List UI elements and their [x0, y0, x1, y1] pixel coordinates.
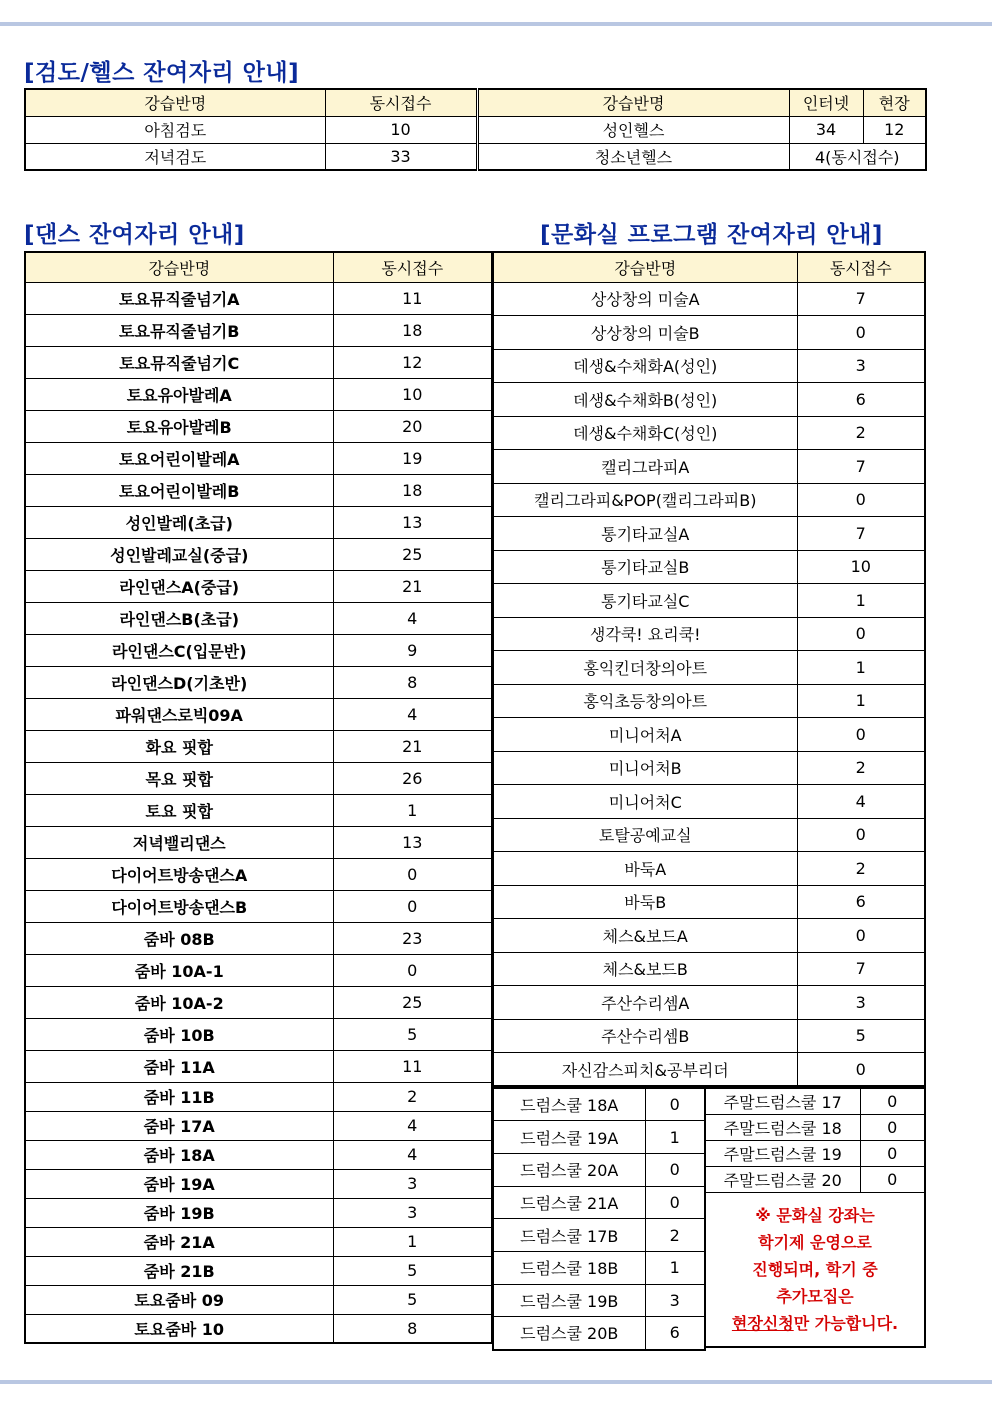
kendo-health-title: [검도/헬스 잔여자리 안내]: [24, 60, 300, 86]
seat-count: 2: [797, 852, 925, 886]
table-row: [493, 383, 925, 417]
class-name: 줌바 18A: [25, 1140, 333, 1169]
weekend-drum-rows: [705, 1088, 925, 1192]
table-row: [493, 1251, 705, 1284]
notice-line: ※ 문화실 강좌는: [755, 1205, 875, 1225]
seat-count: 5: [333, 1256, 492, 1285]
table-row: [25, 666, 492, 698]
seat-count: 4: [333, 698, 492, 730]
table-row: [25, 602, 492, 634]
seat-count: 21: [333, 730, 492, 762]
drum-rows: [493, 1088, 705, 1350]
drum-table: [492, 1087, 706, 1351]
class-name: 주산수리셈A: [493, 986, 797, 1020]
class-name: 줌바 11B: [25, 1082, 333, 1111]
seat-count: 8: [333, 1314, 492, 1343]
seat-count: 18: [333, 474, 492, 506]
seat-count: 7: [797, 282, 925, 316]
col-concurrent: 동시접수: [325, 89, 477, 116]
class-name: 생각쿡! 요리쿡!: [493, 617, 797, 651]
col-class-name: 강습반명: [477, 89, 789, 116]
class-name: 토요유아발레B: [25, 410, 333, 442]
table-row: [25, 1285, 492, 1314]
seat-count: 2: [797, 416, 925, 450]
seat-count: 7: [797, 450, 925, 484]
class-name: 체스&보드B: [493, 952, 797, 986]
dance-rows: [25, 282, 492, 1343]
table-row: [25, 506, 492, 538]
notice-text: 만 가능합니다.: [793, 1313, 899, 1333]
table-row: [25, 986, 492, 1018]
class-name: 성인헬스: [477, 116, 789, 143]
table-row: [493, 751, 925, 785]
class-name: 캘리그라피&POP(캘리그라피B): [493, 483, 797, 517]
seat-count: 0: [797, 483, 925, 517]
seat-count: 0: [860, 1114, 925, 1140]
culture-rows: [493, 282, 925, 1086]
seat-count: 9: [333, 634, 492, 666]
table-row: [493, 483, 925, 517]
seat-count: 0: [645, 1088, 705, 1121]
seat-count: 25: [333, 538, 492, 570]
table-row: [705, 1088, 925, 1114]
class-name: 목요 핏합: [25, 762, 333, 794]
class-name: 데생&수채화C(성인): [493, 416, 797, 450]
seat-count: 3: [333, 1169, 492, 1198]
class-name: 아침검도: [25, 116, 325, 143]
notice-line: 진행되며, 학기 중: [752, 1259, 878, 1279]
seat-count: 0: [860, 1140, 925, 1166]
table-row: [493, 1284, 705, 1317]
table-row: [25, 1111, 492, 1140]
class-name: 드럼스쿨 17B: [493, 1219, 645, 1252]
seat-count: 3: [797, 349, 925, 383]
col-class-name: 강습반명: [25, 89, 325, 116]
col-onsite: 현장: [863, 89, 926, 116]
col-concurrent: 동시접수: [333, 252, 492, 282]
class-name: 줌바 21A: [25, 1227, 333, 1256]
col-class-name: 강습반명: [493, 252, 797, 282]
class-name: 통기타교실B: [493, 550, 797, 584]
class-name: 라인댄스A(중급): [25, 570, 333, 602]
class-name: 상상창의 미술A: [493, 282, 797, 316]
class-name: 주말드럼스쿨 17: [705, 1088, 860, 1114]
class-name: 줌바 11A: [25, 1050, 333, 1082]
class-name: 라인댄스D(기초반): [25, 666, 333, 698]
class-name: 자신감스피치&공부리더: [493, 1053, 797, 1087]
class-name: 토요줌바 10: [25, 1314, 333, 1343]
table-row: [25, 143, 926, 170]
table-row: [493, 852, 925, 886]
seat-count: 10: [797, 550, 925, 584]
seat-count: 20: [333, 410, 492, 442]
table-row: [493, 785, 925, 819]
table-row: [493, 651, 925, 685]
table-row: [25, 314, 492, 346]
seat-count: 7: [797, 952, 925, 986]
onsite-count: 12: [863, 116, 926, 143]
dance-header-row: [25, 252, 492, 282]
class-name: 주말드럼스쿨 18: [705, 1114, 860, 1140]
table-row: [493, 282, 925, 316]
table-row: [493, 1219, 705, 1252]
class-name: 드럼스쿨 19A: [493, 1121, 645, 1154]
table-row: [25, 1140, 492, 1169]
class-name: 바둑B: [493, 885, 797, 919]
table-row: [25, 954, 492, 986]
class-name: 바둑A: [493, 852, 797, 886]
table-row: [25, 1082, 492, 1111]
seat-count: 10: [333, 378, 492, 410]
class-name: 청소년헬스: [477, 143, 789, 170]
class-name: 저녁검도: [25, 143, 325, 170]
table-row: [25, 1198, 492, 1227]
class-name: 드럼스쿨 21A: [493, 1186, 645, 1219]
class-name: 줌바 08B: [25, 922, 333, 954]
seat-count: 1: [645, 1121, 705, 1154]
table-row: [25, 794, 492, 826]
seat-count: 23: [333, 922, 492, 954]
seat-count: 4: [333, 1111, 492, 1140]
class-name: 토요어린이발레A: [25, 442, 333, 474]
bottom-border: [0, 1380, 992, 1384]
seat-count: 0: [860, 1088, 925, 1114]
culture-header-row: [493, 252, 925, 282]
class-name: 드럼스쿨 20A: [493, 1153, 645, 1186]
seat-count: 0: [645, 1153, 705, 1186]
class-name: 홍익킨더창의아트: [493, 651, 797, 685]
seat-count: 0: [645, 1186, 705, 1219]
table-row: [25, 698, 492, 730]
seat-count: 2: [333, 1082, 492, 1111]
table-row: [705, 1166, 925, 1192]
table-row: [493, 617, 925, 651]
kendo-health-header-row: [25, 89, 926, 116]
top-border: [0, 22, 992, 26]
table-row: [25, 762, 492, 794]
notice-box: [705, 1192, 925, 1347]
seat-count: 7: [797, 517, 925, 551]
seat-count: 19: [333, 442, 492, 474]
class-name: 데생&수채화B(성인): [493, 383, 797, 417]
seat-count: 18: [333, 314, 492, 346]
table-row: [25, 1169, 492, 1198]
class-name: 드럼스쿨 18B: [493, 1251, 645, 1284]
class-name: 드럼스쿨 18A: [493, 1088, 645, 1121]
class-name: 라인댄스C(입문반): [25, 634, 333, 666]
table-row: [25, 474, 492, 506]
seat-count: 3: [797, 986, 925, 1020]
seat-count: 5: [333, 1285, 492, 1314]
seat-count: 0: [797, 919, 925, 953]
class-name: 줌바 10A-1: [25, 954, 333, 986]
class-name: 통기타교실C: [493, 584, 797, 618]
class-name: 데생&수채화A(성인): [493, 349, 797, 383]
seat-count: 4: [333, 1140, 492, 1169]
seat-count: 0: [860, 1166, 925, 1192]
table-row: [25, 282, 492, 314]
notice-row: [705, 1192, 925, 1347]
seat-count: 5: [797, 1019, 925, 1053]
col-internet: 인터넷: [789, 89, 863, 116]
table-row: [493, 316, 925, 350]
seat-count: 3: [333, 1198, 492, 1227]
table-row: [493, 1088, 705, 1121]
class-name: 다이어트방송댄스B: [25, 890, 333, 922]
dance-table: [24, 251, 493, 1344]
table-row: [493, 1153, 705, 1186]
table-row: [25, 826, 492, 858]
table-row: [493, 1053, 925, 1087]
table-row: [493, 952, 925, 986]
seat-count: 10: [325, 116, 477, 143]
table-row: [25, 378, 492, 410]
table-row: [25, 890, 492, 922]
seat-count: 5: [333, 1018, 492, 1050]
class-name: 드럼스쿨 20B: [493, 1317, 645, 1350]
table-row: [25, 346, 492, 378]
table-row: [25, 1018, 492, 1050]
table-row: [25, 1050, 492, 1082]
table-row: [705, 1140, 925, 1166]
class-name: 저녁밸리댄스: [25, 826, 333, 858]
table-row: [493, 1019, 925, 1053]
table-row: [25, 442, 492, 474]
table-row: [493, 517, 925, 551]
table-row: [25, 634, 492, 666]
class-name: 성인발레교실(중급): [25, 538, 333, 570]
table-row: [25, 858, 492, 890]
table-row: [493, 416, 925, 450]
table-row: [493, 919, 925, 953]
class-name: 토요뮤직줄넘기B: [25, 314, 333, 346]
seat-count: 6: [645, 1317, 705, 1350]
class-name: 토요 핏합: [25, 794, 333, 826]
class-name: 주말드럼스쿨 20: [705, 1166, 860, 1192]
seat-count: 1: [797, 684, 925, 718]
class-name: 캘리그라피A: [493, 450, 797, 484]
seat-count: 3: [645, 1284, 705, 1317]
seat-count: 1: [333, 794, 492, 826]
class-name: 토요뮤직줄넘기C: [25, 346, 333, 378]
seat-count: 2: [797, 751, 925, 785]
seat-count: 25: [333, 986, 492, 1018]
table-row: [25, 1256, 492, 1285]
seat-count: 21: [333, 570, 492, 602]
culture-table: [492, 251, 926, 1087]
table-row: [25, 538, 492, 570]
notice-line: 학기제 운영으로: [758, 1232, 872, 1252]
seat-count: 0: [797, 617, 925, 651]
seat-count: 33: [325, 143, 477, 170]
seat-count: 13: [333, 506, 492, 538]
table-row: [493, 1186, 705, 1219]
table-row: [25, 730, 492, 762]
seat-count: 13: [333, 826, 492, 858]
table-row: [25, 922, 492, 954]
class-name: 미니어처C: [493, 785, 797, 819]
seat-count: 0: [333, 890, 492, 922]
class-name: 라인댄스B(초급): [25, 602, 333, 634]
table-row: [705, 1114, 925, 1140]
class-name: 줌바 19A: [25, 1169, 333, 1198]
col-concurrent: 동시접수: [797, 252, 925, 282]
notice-emphasis: 현장신청: [731, 1313, 794, 1333]
seat-count: 0: [797, 316, 925, 350]
seat-count: 12: [333, 346, 492, 378]
seat-count: 11: [333, 1050, 492, 1082]
dance-title: [댄스 잔여자리 안내]: [24, 222, 245, 248]
table-row: [25, 1314, 492, 1343]
class-name: 미니어처A: [493, 718, 797, 752]
col-class-name: 강습반명: [25, 252, 333, 282]
table-row: [25, 410, 492, 442]
class-name: 체스&보드A: [493, 919, 797, 953]
class-name: 토탈공예교실: [493, 818, 797, 852]
seat-count: 0: [333, 858, 492, 890]
table-row: [493, 684, 925, 718]
seat-count: 4: [333, 602, 492, 634]
class-name: 줌바 17A: [25, 1111, 333, 1140]
class-name: 화요 핏합: [25, 730, 333, 762]
table-row: [25, 1227, 492, 1256]
class-name: 주산수리셈B: [493, 1019, 797, 1053]
seat-count: 26: [333, 762, 492, 794]
seat-count: 6: [797, 885, 925, 919]
class-name: 줌바 10B: [25, 1018, 333, 1050]
class-name: 토요유아발레A: [25, 378, 333, 410]
table-row: [493, 584, 925, 618]
table-row: [493, 718, 925, 752]
class-name: 미니어처B: [493, 751, 797, 785]
notice-line: [706, 1310, 924, 1337]
table-row: [25, 570, 492, 602]
seat-count: 0: [797, 1053, 925, 1087]
table-row: [493, 986, 925, 1020]
notice-line: 추가모집은: [776, 1286, 854, 1306]
seat-count: 0: [797, 718, 925, 752]
table-row: [25, 116, 926, 143]
combined-count: 4(동시접수): [789, 143, 926, 170]
table-row: [493, 885, 925, 919]
table-row: [493, 450, 925, 484]
seat-count: 0: [797, 818, 925, 852]
class-name: 줌바 21B: [25, 1256, 333, 1285]
seat-count: 1: [333, 1227, 492, 1256]
class-name: 다이어트방송댄스A: [25, 858, 333, 890]
table-row: [493, 349, 925, 383]
seat-count: 4: [797, 785, 925, 819]
class-name: 홍익초등창의아트: [493, 684, 797, 718]
table-row: [493, 550, 925, 584]
table-row: [493, 818, 925, 852]
internet-count: 34: [789, 116, 863, 143]
table-row: [493, 1121, 705, 1154]
seat-count: 8: [333, 666, 492, 698]
seat-count: 1: [645, 1251, 705, 1284]
class-name: 줌바 10A-2: [25, 986, 333, 1018]
culture-title: [문화실 프로그램 잔여자리 안내]: [540, 222, 883, 248]
kendo-health-table: [24, 88, 927, 171]
class-name: 통기타교실A: [493, 517, 797, 551]
class-name: 줌바 19B: [25, 1198, 333, 1227]
seat-count: 1: [797, 584, 925, 618]
table-row: [493, 1317, 705, 1350]
class-name: 성인발레(초급): [25, 506, 333, 538]
class-name: 파워댄스로빅09A: [25, 698, 333, 730]
seat-count: 0: [333, 954, 492, 986]
class-name: 토요어린이발레B: [25, 474, 333, 506]
class-name: 드럼스쿨 19B: [493, 1284, 645, 1317]
class-name: 주말드럼스쿨 19: [705, 1140, 860, 1166]
seat-count: 6: [797, 383, 925, 417]
seat-count: 1: [797, 651, 925, 685]
class-name: 상상창의 미술B: [493, 316, 797, 350]
class-name: 토요뮤직줄넘기A: [25, 282, 333, 314]
seat-count: 2: [645, 1219, 705, 1252]
class-name: 토요줌바 09: [25, 1285, 333, 1314]
seat-count: 11: [333, 282, 492, 314]
weekend-drum-table: [704, 1087, 926, 1348]
